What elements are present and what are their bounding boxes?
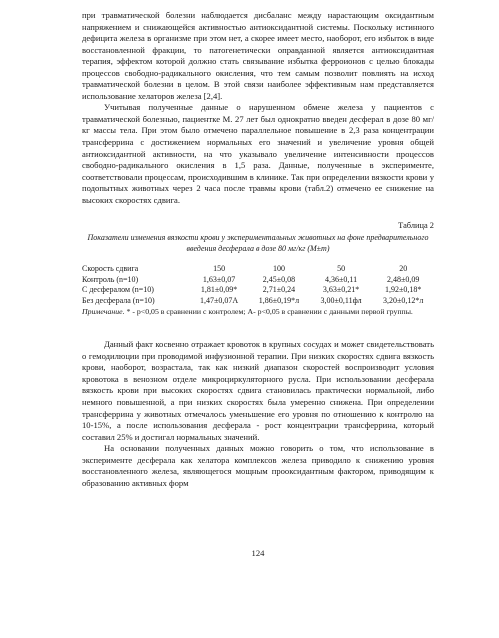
- table-row: [82, 285, 434, 296]
- row-label: Без десферала (n=10): [82, 295, 155, 305]
- paragraph-discussion: Данный факт косвенно отражает кровоток в крупных сосудах и может свидетельствовать о гемодилюции при проводимой инфузионной терапии. При низких скоростях сдвига вязкость крови, наоборот, возрастала, так как низкий диапазон скоростей воспроизводит условия кровотока в венозном отделе микроциркуляторного русла. При использовании десферала вязкость крови при высоких скоростях сдвига становилась практически нормальной, либо немного повышенной, а при низких скоростях была умеренно снижена. При определении трансферрина у животных отмечалось уменьшение его уровня по отношению к контролю на 10-15%, а после использования десферала - рост концентрации трансферрина, который составил 25% и достигал нормальных значений.: [82, 339, 434, 442]
- paragraph-intro: при травматической болезни наблюдается дисбаланс между нарастающим оксидантным напряжением и снижающейся активностью антиоксидантной системы. Поскольку истинного дефицита железа в организме при этом нет, а скорее имеет место, наоборот, его избыток в виде восстановленной фракции, то патогенетически оправданной является антиоксидантная терапия, эффектом которой должно стать связывание избытка ферроионов с целью блокады процессов свободно-радикального окисления, что тем самым позволит повлиять на исход травматической болезни в целом. В этой связи наиболее эффективным нам представляется использование хелаторов железа [2,4].: [82, 10, 434, 101]
- table-cell: 1,47±0,07А: [200, 295, 239, 305]
- table-cell: 4,36±0,11: [325, 274, 358, 284]
- footnote-text: * - р<0,05 в сравнении с контролем; А- р<0,05 в сравнении с данными первой группы.: [124, 307, 413, 317]
- header-cell: Скорость сдвига: [82, 264, 139, 274]
- table-cell: 3,20±0,12*л: [383, 295, 424, 305]
- blood-viscosity-table: [82, 264, 434, 306]
- table-cell: 1,86±0,19*л: [258, 295, 300, 305]
- table-row: [82, 275, 434, 286]
- header-cell: 150: [213, 264, 226, 274]
- table-row: [82, 296, 434, 307]
- table-cell: 1,81±0,09*: [200, 285, 238, 295]
- paragraph-clinical-case: Учитывая полученные данные о нарушенном обмене железа у пациентов с травматической болезнью, пациентке М. 27 лет был однократно введен десферал в дозе 80 мг/кг массы тела. При этом было отмечено параллельное повышение в 2,3 раза концентрации трансферрина с достижением нормальных его значений и увеличение уровня общей антиоксидантной активности, на что указывало увеличение интенсивности процессов свободно-радикального окисления в 1,5 раза. Данные, полученные в эксперименте, соответствовали процессам, происходившим в клинике. Так при определении вязкости крови у подопытных животных через 2 часа после травмы крови (табл.2) отмечено ее снижение на высоких скоростях сдвига.: [82, 102, 434, 205]
- table-cell: 1,63±0,07: [202, 274, 236, 284]
- table-footnote: [82, 307, 434, 317]
- table-cell: 2,45±0,08: [262, 274, 296, 284]
- table-header-row: [82, 264, 434, 275]
- row-label: С десфералом (n=10): [82, 285, 154, 295]
- footnote-label: Примечание.: [82, 307, 125, 317]
- table-caption: Показатели изменения вязкости крови у экспериментальных животных на фоне предварительного введения десферала в дозе 80 мг/кг (M±m): [87, 233, 429, 253]
- paragraph-conclusion: На основании полученных данных можно говорить о том, что использование в эксперименте десферала как хелатора комплексов железа приводило к снижению уровня восстановленного железа, являющегося мощным прооксидантным фактором, приводящим к образованию активных форм: [82, 443, 434, 488]
- table-cell: 3,63±0,21*: [322, 285, 360, 295]
- table-cell: 1,92±0,18*: [385, 285, 422, 295]
- table-number-label: Таблица 2: [398, 221, 434, 231]
- table-cell: 2,48±0,09: [387, 274, 420, 284]
- header-cell: 50: [337, 264, 346, 274]
- header-cell: 100: [272, 264, 285, 274]
- document-page: [82, 10, 434, 558]
- header-cell: 20: [399, 264, 408, 274]
- table-cell: 2,71±0,24: [262, 285, 296, 295]
- table-cell: 3,00±0,11фл: [320, 295, 362, 305]
- row-label: Контроль (n=10): [82, 274, 139, 284]
- page-number: 124: [251, 548, 265, 558]
- spacer: [82, 317, 434, 339]
